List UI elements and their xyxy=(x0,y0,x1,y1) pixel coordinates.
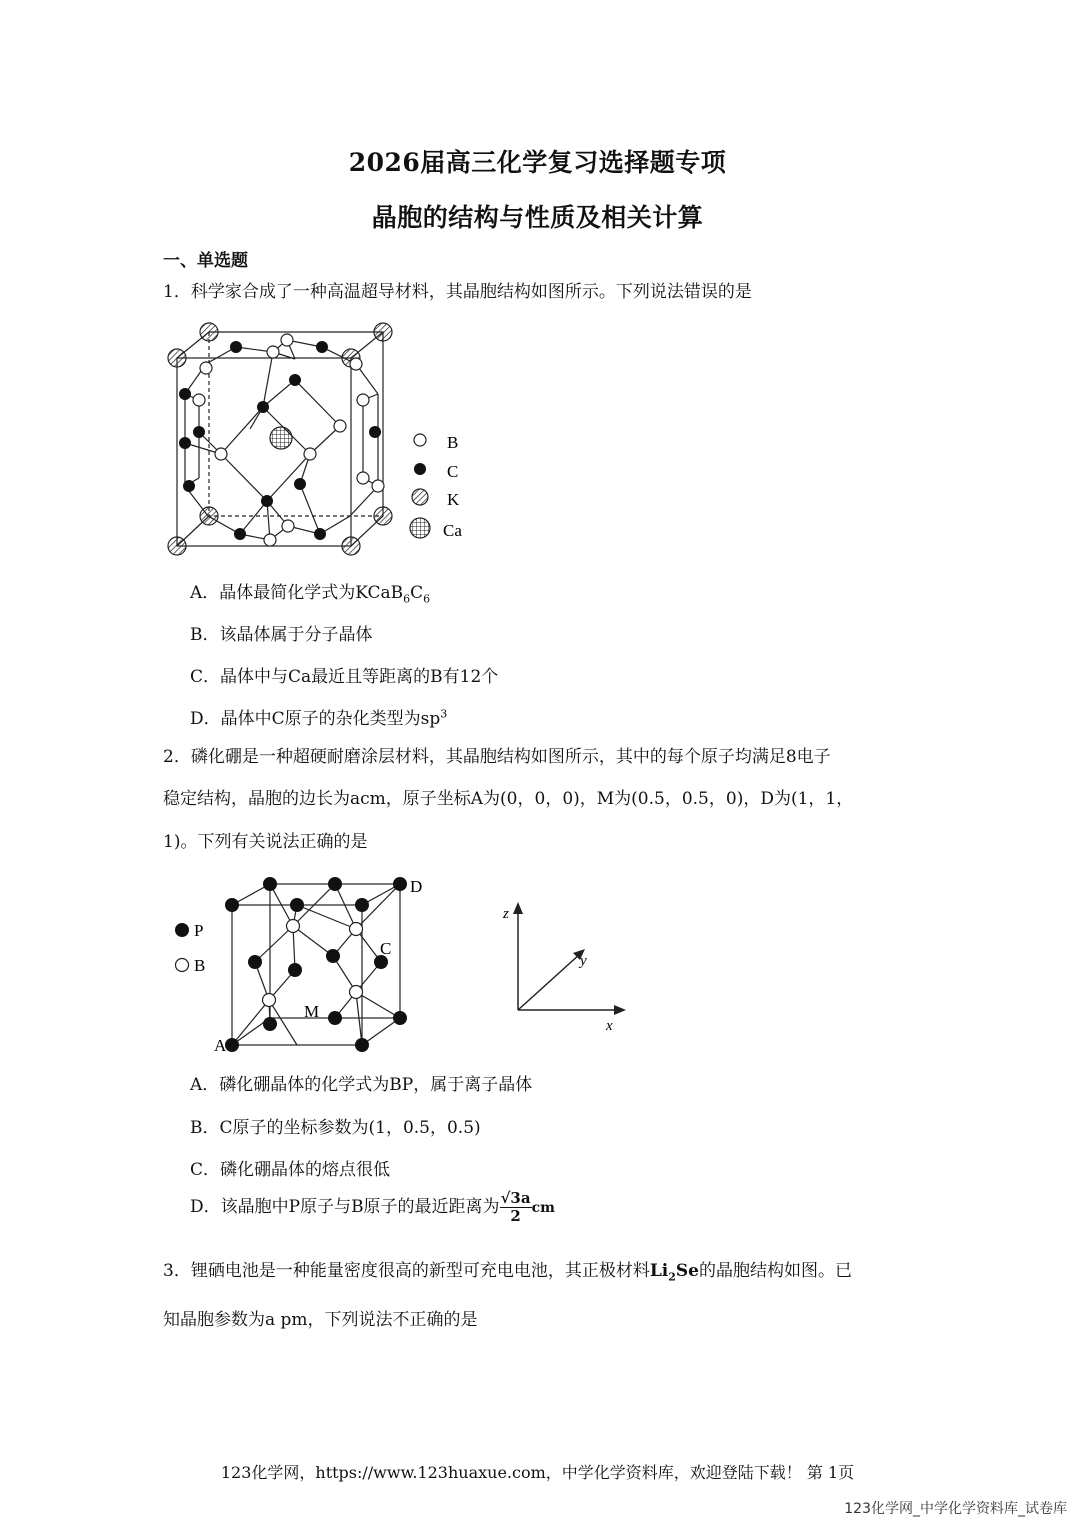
legend-label-ca: Ca xyxy=(443,521,462,540)
question-3-stem-line1: 3．锂硒电池是一种能量密度很高的新型可充电电池，其正极材料$Li_2Se$的晶胞结构如图。已 xyxy=(163,1261,852,1284)
question-1-stem: 1．科学家合成了一种高温超导材料，其晶胞结构如图所示。下列说法错误的是 xyxy=(163,282,752,302)
q2-option-b: B．C原子的坐标参数为(1，0.5，0.5) xyxy=(190,1118,481,1138)
q1-option-d: D．晶体中C原子的杂化类型为$sp^3$ xyxy=(190,707,448,729)
axis-z-label: z xyxy=(503,906,509,922)
section-heading: 一、单选题 xyxy=(163,251,248,271)
q1-option-a: A．晶体最简化学式为$KCaB_6C_6$ xyxy=(190,583,431,606)
watermark-text: 123化学网_中学化学资料库_试卷库 xyxy=(844,1501,1067,1517)
crystal-cell-diagram-1 xyxy=(160,318,480,563)
axis-y-label: y xyxy=(580,953,587,969)
q1-option-c: C．晶体中与Ca最近且等距离的B有12个 xyxy=(190,667,499,687)
crystal-cell-diagram-2 xyxy=(160,870,640,1060)
q2-option-a: A．磷化硼晶体的化学式为BP，属于离子晶体 xyxy=(190,1075,533,1095)
question-2-stem-line3: 1)。下列有关说法正确的是 xyxy=(163,832,368,852)
atom-label-m: M xyxy=(304,1002,320,1021)
atom-label-d: D xyxy=(410,877,423,896)
legend-label-k: K xyxy=(447,490,460,509)
q2-option-d: D．该晶胞中P原子与B原子的最近距离为 $\frac{√3a}{2}$ cm xyxy=(190,1189,555,1225)
question-3-stem-line2: 知晶胞参数为a pm，下列说法不正确的是 xyxy=(163,1310,478,1330)
document-subtitle: 晶胞的结构与性质及相关计算 xyxy=(371,203,704,232)
legend-label-b2: B xyxy=(194,956,206,975)
q2-option-c: C．磷化硼晶体的熔点很低 xyxy=(190,1160,391,1180)
legend-label-b: B xyxy=(447,433,459,452)
axis-x-label: x xyxy=(606,1018,613,1034)
document-title: 2026届高三化学复习选择题专项 xyxy=(348,148,727,177)
question-2-stem-line1: 2．磷化硼是一种超硬耐磨涂层材料，其晶胞结构如图所示，其中的每个原子均满足8电子 xyxy=(163,747,831,767)
page-footer: 123化学网，https://www.123huaxue.com，中学化学资料库，欢迎登陆下载！ 第 1页 xyxy=(220,1463,855,1482)
q1-option-b: B．该晶体属于分子晶体 xyxy=(190,625,373,645)
legend-label-c: C xyxy=(447,462,459,481)
question-2-stem-line2: 稳定结构，晶胞的边长为acm，原子坐标A为(0，0，0)，M为(0.5，0.5，0)，D为(1，1， xyxy=(163,789,854,809)
atom-label-c: C xyxy=(380,939,392,958)
distance-fraction: $\frac{√3a}{2}$ xyxy=(500,1189,531,1225)
atom-label-a: A xyxy=(214,1036,227,1055)
legend-label-p: P xyxy=(194,921,204,940)
